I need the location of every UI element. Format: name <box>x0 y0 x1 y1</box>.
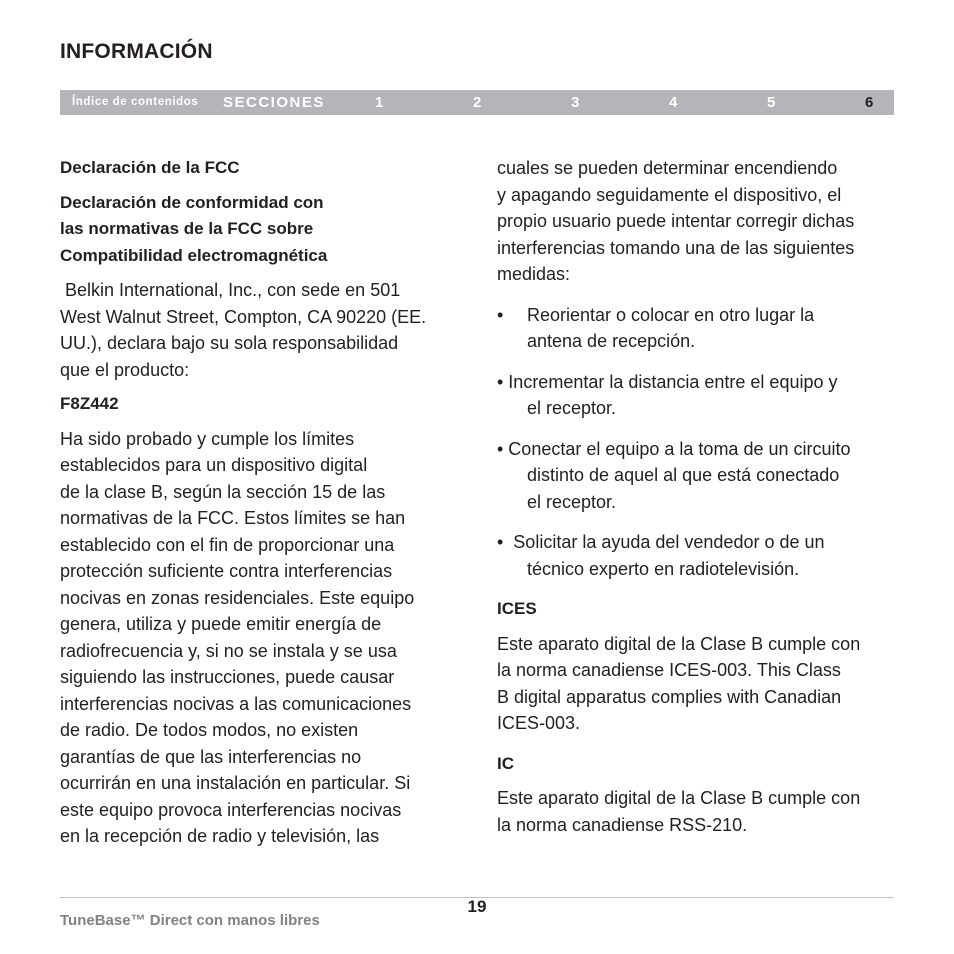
bullet-icon: • <box>497 304 504 325</box>
list-item-text: • Conectar el equipo a la toma de un circuito <box>497 438 851 459</box>
nav-section-3-link[interactable]: 3 <box>571 94 580 111</box>
compliance-text-line: genera, utiliza y puede emitir energía de <box>60 614 382 634</box>
page-number: 19 <box>467 897 487 916</box>
declaration-text-line: Belkin International, Inc., con sede en 501 <box>60 280 401 300</box>
compliance-text-line: establecidos para un dispositivo digital <box>60 455 368 475</box>
list-item-text: • Solicitar la ayuda del vendedor o de un <box>497 532 825 552</box>
conformity-heading-line: Compatibilidad electromagnética <box>60 245 328 265</box>
list-item <box>497 302 917 355</box>
ic-text-line: Este aparato digital de la Clase B cumple con <box>497 788 861 808</box>
ices-text-line: Este aparato digital de la Clase B cumple con <box>497 633 861 654</box>
compliance-text-line: de la clase B, según la sección 15 de las <box>60 481 386 502</box>
nav-section-6-current[interactable]: 6 <box>865 94 874 111</box>
list-item-text: distinto de aquel al que está conectado <box>527 465 840 485</box>
ices-text-line: la norma canadiense ICES-003. This Class <box>497 660 841 680</box>
nav-sections-label: SECCIONES <box>223 94 325 111</box>
compliance-text-line: protección suficiente contra interferencias <box>60 561 393 581</box>
ices-text-line: ICES-003. <box>497 713 581 733</box>
measures-text-line: propio usuario puede intentar corregir dichas <box>497 211 855 231</box>
list-item <box>497 529 917 582</box>
footer-product-name: TuneBase™ Direct con manos libres <box>60 912 320 929</box>
list-item-text: el receptor. <box>527 491 617 512</box>
conformity-heading-line: las normativas de la FCC sobre <box>60 219 314 238</box>
compliance-text-line: normativas de la FCC. Estos límites se han <box>60 508 406 528</box>
section-nav-bar <box>60 90 894 115</box>
compliance-text-line: de radio. De todos modos, no existen <box>60 720 359 740</box>
ices-heading: ICES <box>497 599 537 618</box>
compliance-text-line: en la recepción de radio y televisión, las <box>60 826 380 846</box>
conformity-heading-line: Declaración de conformidad con <box>60 192 324 212</box>
list-item <box>497 369 917 422</box>
nav-section-2-link[interactable]: 2 <box>473 94 482 111</box>
page-title: INFORMACIÓN <box>60 40 213 63</box>
right-column <box>497 155 917 838</box>
declaration-text-line: que el producto: <box>60 359 190 380</box>
nav-section-5-link[interactable]: 5 <box>767 94 776 111</box>
compliance-text-line: nocivas en zonas residenciales. Este equipo <box>60 587 415 608</box>
fcc-heading: Declaración de la FCC <box>60 158 240 177</box>
ic-heading: IC <box>497 753 514 773</box>
compliance-text-line: siguiendo las instrucciones, puede causar <box>60 667 395 687</box>
compliance-text-line: ocurrirán en una instalación en particular. Si <box>60 773 411 793</box>
nav-table-of-contents-link[interactable]: Índice de contenidos <box>72 96 199 108</box>
list-item-text: técnico experto en radiotelevisión. <box>527 558 800 579</box>
compliance-text-line: interferencias nocivas a las comunicaciones <box>60 693 412 714</box>
list-item-text: Reorientar o colocar en otro lugar la <box>527 304 815 325</box>
compliance-text-line: Ha sido probado y cumple los límites <box>60 428 355 449</box>
list-item-text: antena de recepción. <box>527 331 696 351</box>
nav-section-1-link[interactable]: 1 <box>375 94 384 111</box>
compliance-text-line: este equipo provoca interferencias nocivas <box>60 799 402 820</box>
compliance-text-line: radiofrecuencia y, si no se instala y se usa <box>60 640 397 661</box>
list-item <box>497 436 917 516</box>
compliance-text-line: garantías de que las interferencias no <box>60 746 362 767</box>
model-number: F8Z442 <box>60 394 119 413</box>
measures-text-line: medidas: <box>497 264 571 284</box>
declaration-text-line: West Walnut Street, Compton, CA 90220 (EE. <box>60 306 427 327</box>
measures-text-line: y apagando seguidamente el dispositivo, el <box>497 184 842 205</box>
ic-text-line: la norma canadiense RSS-210. <box>497 814 748 835</box>
measures-text-line: cuales se pueden determinar encendiendo <box>497 158 838 178</box>
left-column <box>60 155 480 850</box>
compliance-text-line: establecido con el fin de proporcionar una <box>60 534 395 555</box>
ices-text-line: B digital apparatus complies with Canadian <box>497 686 842 707</box>
measures-text-line: interferencias tomando una de las siguientes <box>497 237 855 258</box>
declaration-text-line: UU.), declara bajo su sola responsabilidad <box>60 333 399 353</box>
nav-section-4-link[interactable]: 4 <box>669 94 678 111</box>
list-item-text: • Incrementar la distancia entre el equipo y <box>497 371 838 392</box>
list-item-text: el receptor. <box>527 398 617 418</box>
